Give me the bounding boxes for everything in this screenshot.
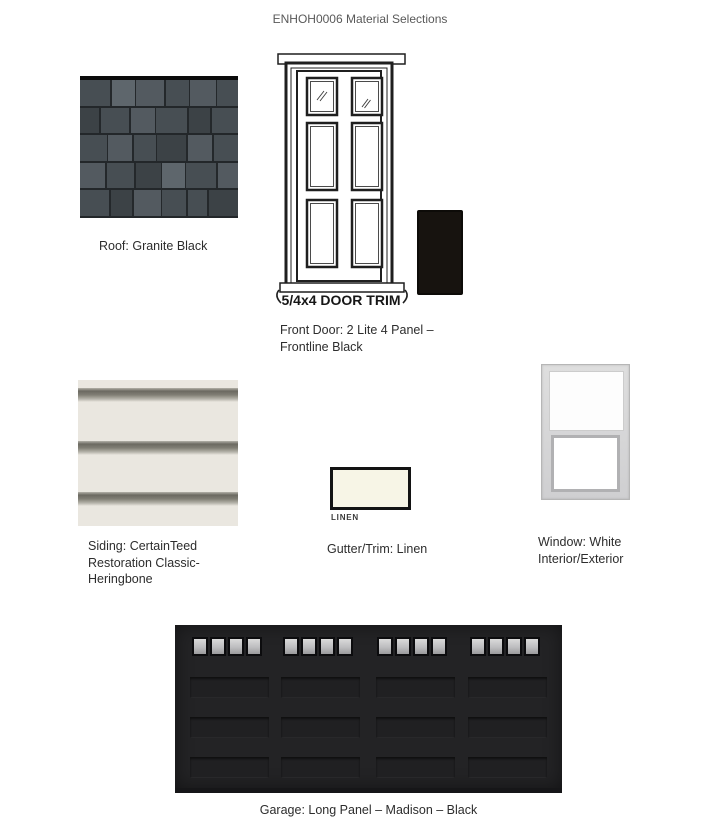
shingle [156,108,187,134]
front-door-label: Front Door: 2 Lite 4 Panel – Frontline Black [280,323,434,354]
siding-lap-shadow [78,441,238,455]
garage-window-group [192,637,262,657]
garage-window [283,637,299,656]
shingle [80,190,109,216]
front-door-drawing [272,44,412,312]
shingle [80,135,107,161]
garage-label: Garage: Long Panel – Madison – Black [259,803,478,817]
shingle [136,163,161,189]
shingle [111,190,133,216]
door-panel-mid-right-inner [356,127,379,187]
roof-label: Roof: Granite Black [99,239,208,253]
shingle-row [80,135,238,163]
garage-panel [190,677,269,698]
door-lite-right-inner [356,82,379,112]
gutter-label: Gutter/Trim: Linen [327,542,428,556]
roof-shingle-swatch [80,76,238,218]
garage-window [470,637,486,656]
door-panel-bot-right-inner [356,204,379,264]
shingle [209,190,238,216]
shingle [136,80,164,106]
door-trim-note: 5/4x4 DOOR TRIM [281,292,401,308]
garage-panel [376,677,455,698]
garage-window-group [377,637,447,657]
roof-swatch-rows [80,80,238,218]
shingle [186,163,216,189]
shingle [134,190,161,216]
garage-window [210,637,226,656]
siding-lap-shadow [78,388,238,402]
garage-panel [281,717,360,738]
door-sill [280,283,404,292]
garage-window [488,637,504,656]
garage-door-image [175,625,562,793]
shingle [190,80,215,106]
door-panel-bot-left-inner [311,204,334,264]
shingle [134,135,156,161]
door-lite-left-inner [311,82,334,112]
garage-panel [281,677,360,698]
garage-window [246,637,262,656]
shingle [162,163,185,189]
garage-panel [190,757,269,778]
shingle-row [80,80,238,108]
shingle [157,135,186,161]
siding-label: Siding: CertainTeed Restoration Classic-Heringbone [88,539,200,586]
shingle [162,190,186,216]
garage-window-group [283,637,353,657]
page-title: ENHOH0006 Material Selections [272,12,448,26]
garage-window [506,637,522,656]
garage-window [431,637,447,656]
front-door-color-swatch [417,210,463,295]
shingle-row [80,108,238,136]
shingle [80,163,105,189]
shingle [214,135,238,161]
garage-window [319,637,335,656]
siding-swatch [78,380,238,526]
window-top-sash-glass [549,371,624,431]
shingle [218,163,238,189]
shingle [108,135,132,161]
garage-window [524,637,540,656]
garage-window [377,637,393,656]
shingle [101,108,130,134]
garage-panel [468,717,547,738]
shingle [212,108,238,134]
garage-window [228,637,244,656]
shingle [188,190,207,216]
gutter-swatch-caption: LINEN [331,513,359,522]
shingle [107,163,135,189]
garage-window [337,637,353,656]
garage-panel [190,717,269,738]
shingle [217,80,238,106]
door-panel-mid-left-inner [311,127,334,187]
window-bottom-sash [551,435,620,492]
garage-window-group [470,637,540,657]
garage-window [192,637,208,656]
garage-window [395,637,411,656]
shingle [131,108,155,134]
garage-panel [281,757,360,778]
siding-lap-shadow [78,492,238,506]
shingle [80,108,99,134]
shingle [189,108,211,134]
window-drawing [541,364,630,500]
garage-panel [468,757,547,778]
shingle [166,80,189,106]
shingle [112,80,135,106]
shingle-row [80,190,238,218]
garage-panel [376,757,455,778]
shingle-row [80,163,238,191]
garage-panel [376,717,455,738]
garage-panel [468,677,547,698]
shingle [188,135,212,161]
window-label: Window: White Interior/Exterior [538,535,624,566]
shingle [80,80,110,106]
gutter-trim-swatch [330,467,411,510]
garage-window [413,637,429,656]
garage-window [301,637,317,656]
